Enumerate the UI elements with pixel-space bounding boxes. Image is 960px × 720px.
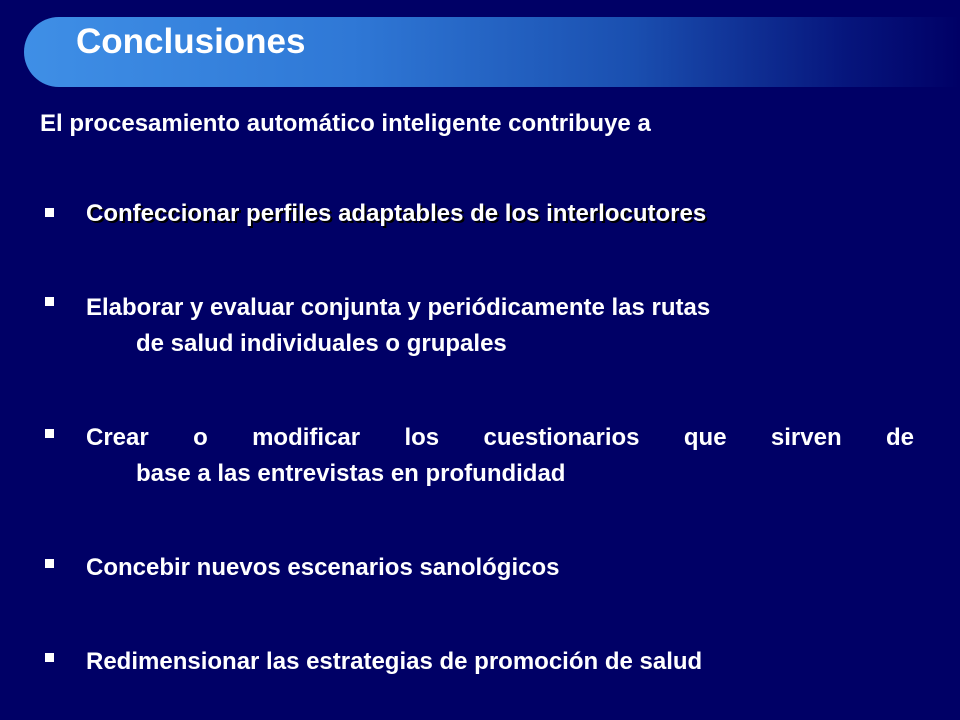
bullet-text-1 bbox=[86, 196, 914, 232]
bullet-3-word: los bbox=[404, 424, 440, 451]
square-bullet-icon bbox=[45, 653, 54, 662]
square-bullet-icon bbox=[45, 429, 54, 438]
bullet-4-line-1: Concebir nuevos escenarios sanológicos bbox=[86, 554, 560, 581]
intro-text: El procesamiento automático inteligente contribuye a bbox=[40, 110, 651, 137]
bullet-text-4 bbox=[86, 550, 914, 586]
bullet-5-line-1: Redimensionar las estrategias de promoción de salud bbox=[86, 648, 703, 675]
bullet-text-3 bbox=[86, 420, 914, 492]
bullet-3-word: de bbox=[885, 424, 914, 451]
bullet-1-line-1: Confeccionar perfiles adaptables de los interlocutores bbox=[86, 200, 707, 227]
bullet-text-2 bbox=[86, 290, 914, 362]
bullet-text-5 bbox=[86, 644, 914, 680]
bullet-3-line-2: base a las entrevistas en profundidad bbox=[136, 460, 566, 487]
bullet-3-word: cuestionarios bbox=[483, 424, 640, 451]
bullet-2-line-1: Elaborar y evaluar conjunta y periódicamente las rutas bbox=[86, 294, 711, 321]
square-bullet-icon bbox=[45, 208, 54, 217]
bullet-3-line-1 bbox=[86, 420, 914, 456]
square-bullet-icon bbox=[45, 297, 54, 306]
bullet-2-line-2: de salud individuales o grupales bbox=[136, 330, 507, 357]
square-bullet-icon bbox=[45, 559, 54, 568]
bullet-3-word: Crear bbox=[86, 424, 149, 451]
bullet-3-word: o bbox=[193, 424, 208, 451]
slide-title: Conclusiones bbox=[76, 22, 306, 61]
bullet-3-word: que bbox=[683, 424, 727, 451]
bullet-3-word: sirven bbox=[770, 424, 842, 451]
bullet-3-word: modificar bbox=[252, 424, 361, 451]
